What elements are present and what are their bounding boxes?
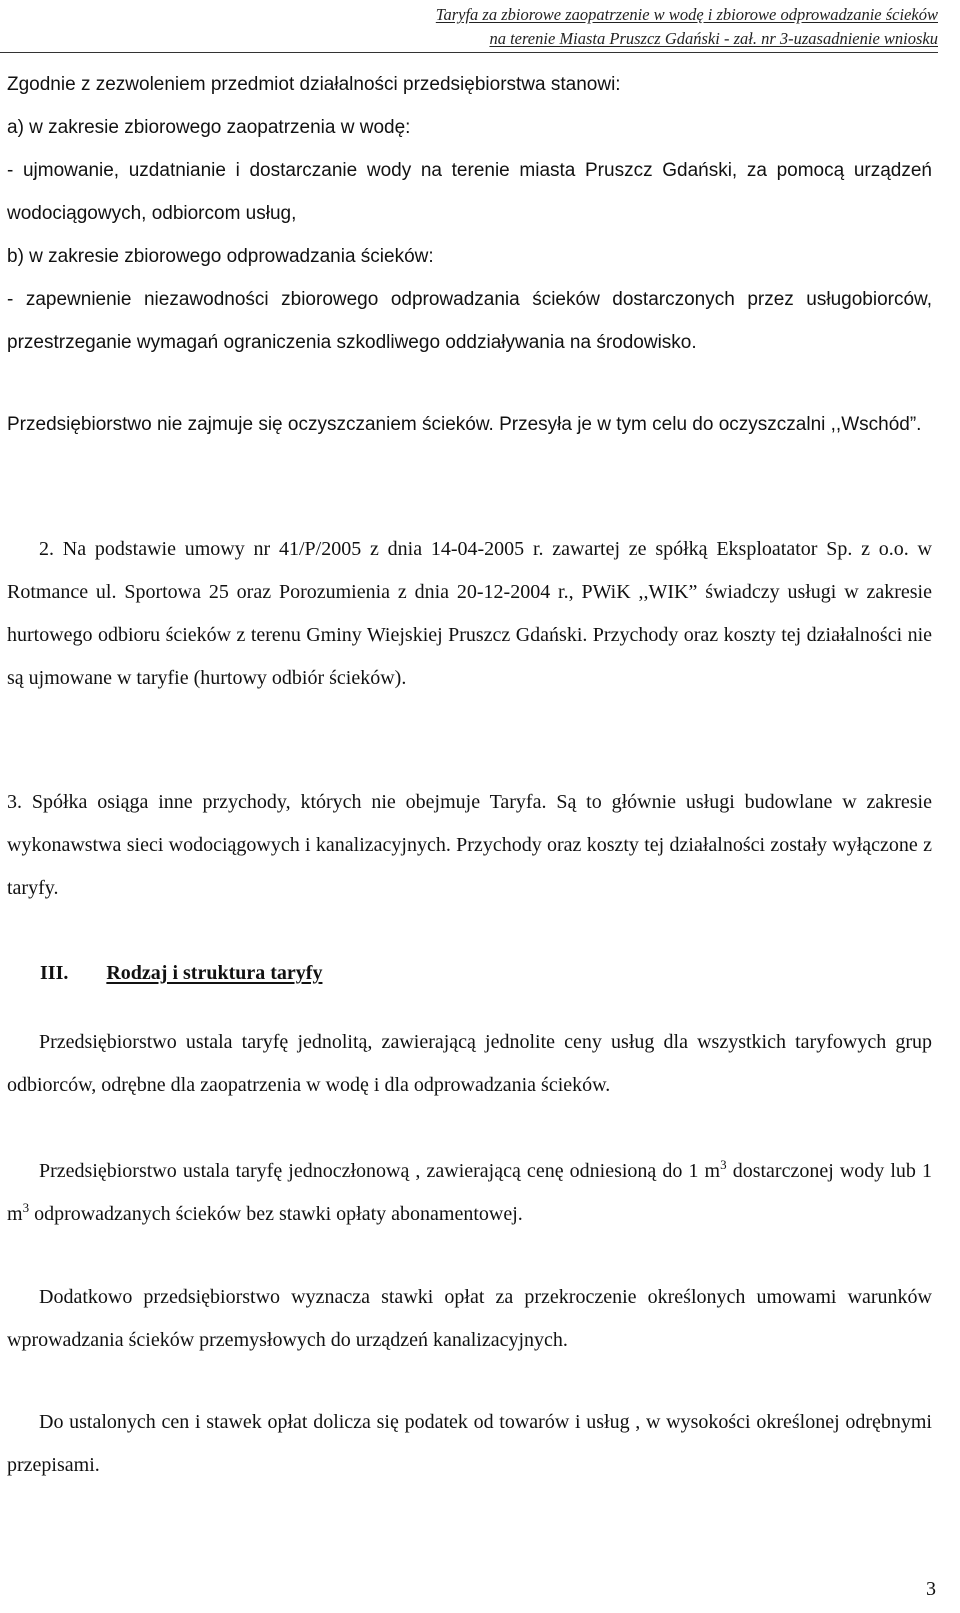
section-number: III. <box>40 962 69 984</box>
sewage-scope-text: - zapewnienie niezawodności zbiorowego odprowadzania ścieków dostarczonych przez usługobiorców, przestrzeganie wymagań ograniczenia szkodliwego oddziaływania na środowisko. <box>7 289 932 353</box>
tariff-p2-part-a: Przedsiębiorstwo ustala taryfę jednoczłonową , zawierającą cenę odniesioną do 1 m <box>39 1160 721 1182</box>
tariff-paragraph-2 <box>7 1150 932 1236</box>
tariff-paragraph-4: Do ustalonych cen i stawek opłat dolicza się podatek od towarów i usług , w wysokości określonej odrębnymi przepisami. <box>7 1411 932 1476</box>
tariff-paragraph-1: Przedsiębiorstwo ustala taryfę jednolitą, zawierającą jednolite ceny usług dla wszystkich taryfowych grup odbiorców, odrębne dla zaopatrzenia w wodę i dla odprowadzania ścieków. <box>7 1031 932 1096</box>
header-line-1: Taryfa za zbiorowe zaopatrzenie w wodę i zbiorowe odprowadzanie ścieków <box>435 5 938 24</box>
treatment-note: Przedsiębiorstwo nie zajmuje się oczyszczaniem ścieków. Przesyła je w tym celu do oczyszczalni ,,Wschód”. <box>7 414 922 435</box>
tariff-paragraph-3: Dodatkowo przedsiębiorstwo wyznacza stawki opłat za przekroczenie określonych umowami warunków wprowadzania ścieków przemysłowych do urządzeń kanalizacyjnych. <box>7 1286 932 1351</box>
cubic-superscript-1: 3 <box>720 1157 727 1172</box>
point-3-paragraph: 3. Spółka osiąga inne przychody, których nie obejmuje Taryfa. Są to głównie usługi budowlane w zakresie wykonawstwa sieci wodociągowych i kanalizacyjnych. Przychody oraz koszty tej działalności zostały wyłączone z taryfy. <box>7 791 932 899</box>
water-scope-heading: a) w zakresie zbiorowego zaopatrzenia w wodę: <box>7 117 411 138</box>
tariff-p2-part-c: odprowadzanych ścieków bez stawki opłaty abonamentowej. <box>29 1203 523 1225</box>
sewage-scope-heading: b) w zakresie zbiorowego odprowadzania ścieków: <box>7 246 434 267</box>
point-2-paragraph: 2. Na podstawie umowy nr 41/P/2005 z dnia 14-04-2005 r. zawartej ze spółką Eksploatator Sp. z o.o. w Rotmance ul. Sportowa 25 oraz Porozumienia z dnia 20-12-2004 r., PWiK ,,WIK” świadczy usługi w zakresie hurtowego odbioru ścieków z terenu Gminy Wiejskiej Pruszcz Gdański. Przychody oraz koszty tej działalności nie są ujmowane w taryfie (hurtowy odbiór ścieków). <box>7 538 932 689</box>
running-header <box>436 3 938 51</box>
header-rule <box>0 52 938 53</box>
cubic-superscript-2: 3 <box>22 1200 30 1215</box>
water-scope-text: - ujmowanie, uzdatnianie i dostarczanie wody na terenie miasta Pruszcz Gdański, za pomocą urządzeń wodociągowych, odbiorcom usług, <box>7 160 932 224</box>
page-number: 3 <box>926 1578 936 1600</box>
section-title: Rodzaj i struktura taryfy <box>106 962 323 984</box>
section-heading <box>40 952 322 995</box>
intro-line: Zgodnie z zezwoleniem przedmiot działalności przedsiębiorstwa stanowi: <box>7 74 621 95</box>
header-line-2: na terenie Miasta Pruszcz Gdański - zał. nr 3-uzasadnienie wniosku <box>489 29 938 48</box>
tariff-p2-part-b: dostarczonej wody lub 1 m <box>7 1160 932 1225</box>
